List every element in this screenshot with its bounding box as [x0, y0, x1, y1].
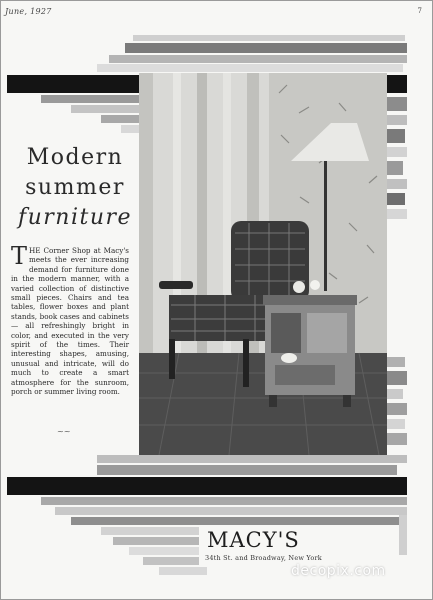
drop-cap: T	[11, 242, 28, 270]
furniture-photograph	[139, 73, 387, 455]
body-paragraph: HE Corner Shop at Macy's meets the ever increasing demand for furniture done in the modern manner, with a varied collection of distinctive small pieces. Chairs and tea tables, flower boxes and plant stands, book cases and cabinets — all refreshingly bright in color, and executed in the very spirit of the times. Their interesting shapes, amusing, unusual and intricate, will do much to create a smart atmosphere for the sunroom, porch or summer living room.	[11, 246, 129, 397]
headline	[7, 143, 143, 233]
macys-logo: MACY'S	[207, 528, 300, 552]
headline-line-3: furniture	[17, 205, 133, 230]
ad-body-copy	[11, 242, 129, 397]
site-watermark: decopix.com	[291, 563, 386, 579]
flourish-ornament: ~~	[57, 427, 71, 436]
headline-line-2: summer	[25, 175, 125, 200]
issue-date: June, 1927	[5, 7, 52, 16]
store-address: 34th St. and Broadway, New York	[205, 554, 322, 562]
page-number: 7	[417, 7, 422, 15]
headline-line-1: Modern	[26, 145, 124, 170]
